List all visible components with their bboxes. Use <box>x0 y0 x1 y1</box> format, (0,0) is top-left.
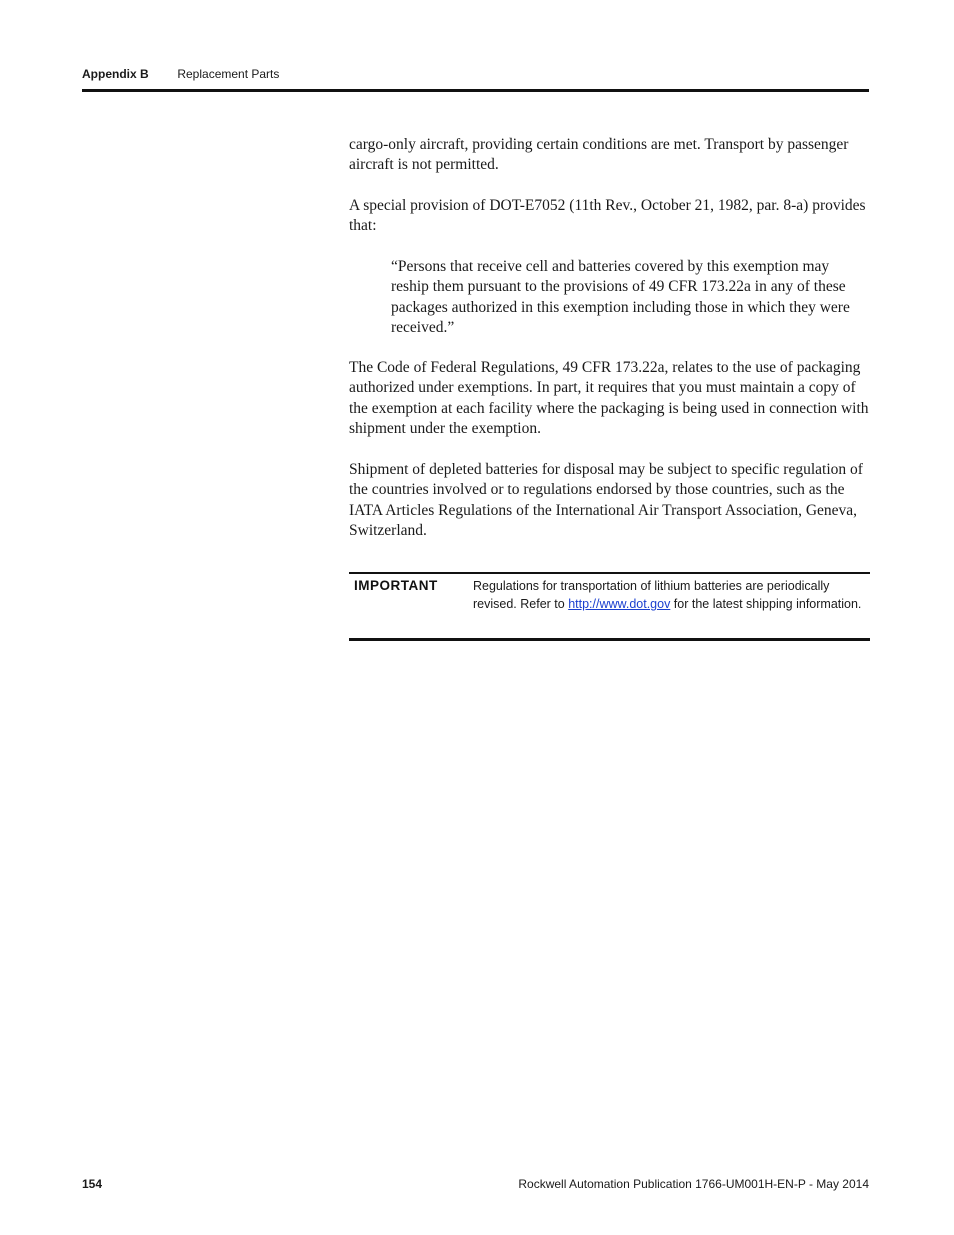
quote-text: “Persons that receive cell and batteries covered by this exemption may reship them pursuant to the provisions of 49 CFR 173.22a in any of these packages authorized in this exemption including those in which they were received.” <box>391 258 850 336</box>
paragraph-text: Shipment of depleted batteries for disposal may be subject to specific regulation of the countries involved or to regulations endorsed by those countries, such as the IATA Articles Regulations of the International Air Transport Association, Geneva, Switzerland. <box>349 461 863 539</box>
block-quote <box>391 257 869 338</box>
important-notice <box>349 572 870 641</box>
paragraph-special-provision <box>349 196 869 237</box>
paragraph-text: The Code of Federal Regulations, 49 CFR 173.22a, relates to the use of packaging authorized under exemptions. In part, it requires that you must maintain a copy of the exemption at each facility where the packaging is being used in connection with shipment under the exemption. <box>349 359 869 437</box>
dot-gov-link[interactable]: http://www.dot.gov <box>568 597 671 612</box>
running-header <box>82 66 869 82</box>
important-text <box>473 577 863 614</box>
paragraph-text: cargo-only aircraft, providing certain conditions are met. Transport by passenger aircraft is not permitted. <box>349 136 849 174</box>
important-text-before: Regulations for transportation of lithium batteries are periodically revised. Refer to <box>473 579 830 612</box>
important-label: IMPORTANT <box>354 578 438 593</box>
paragraph-depleted-batteries <box>349 460 869 541</box>
header-title: Replacement Parts <box>177 67 280 81</box>
header-rule <box>82 89 869 92</box>
publication-info: Rockwell Automation Publication 1766-UM001H-EN-P - May 2014 <box>518 1177 869 1191</box>
paragraph-text: A special provision of DOT-E7052 (11th Rev., October 21, 1982, par. 8-a) provides that: <box>349 197 866 235</box>
paragraph-cargo-aircraft <box>349 135 869 176</box>
important-text-after: for the latest shipping information. <box>670 597 862 612</box>
paragraph-code-federal-regulations <box>349 358 869 439</box>
page-number: 154 <box>82 1177 103 1191</box>
header-section: Appendix B <box>82 67 149 81</box>
